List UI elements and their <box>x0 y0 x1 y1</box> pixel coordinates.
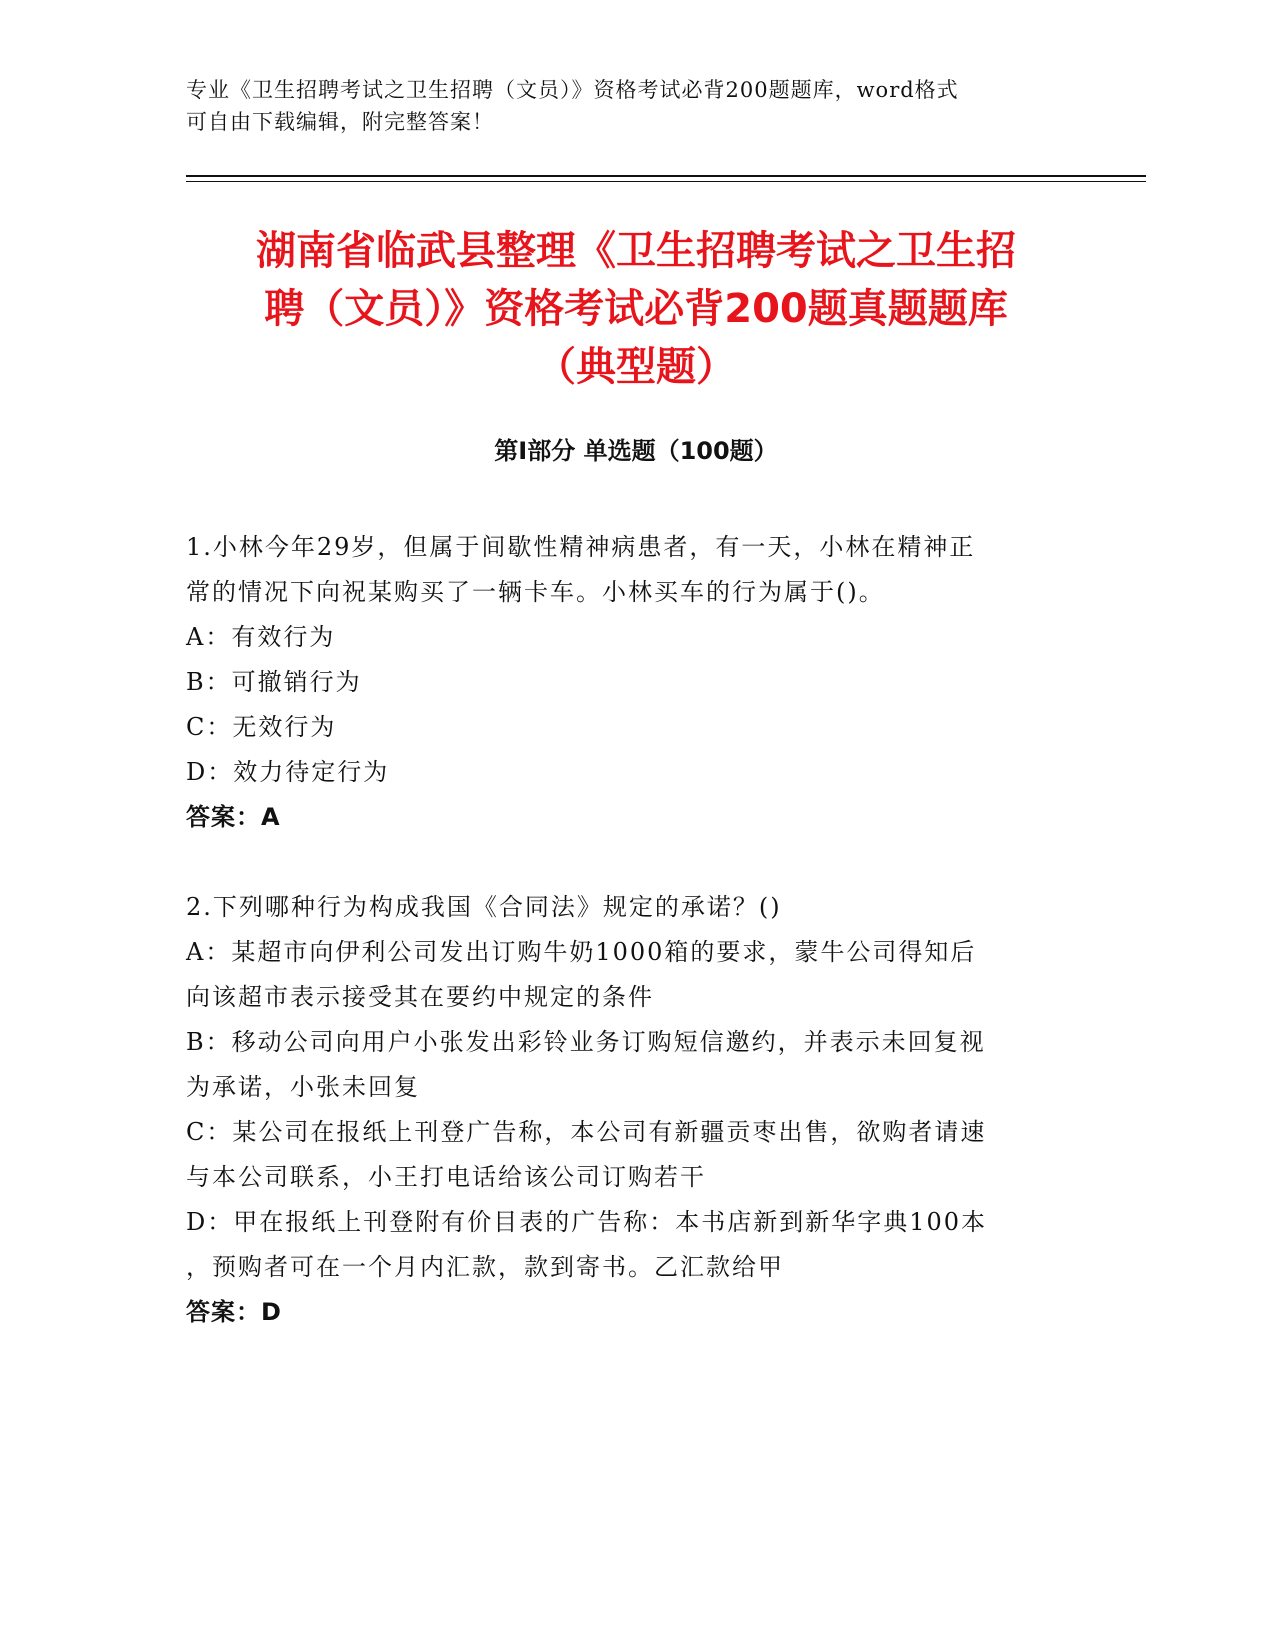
header-note-line: 专业《卫生招聘考试之卫生招聘（文员）》资格考试必背200题题库，word格式 <box>186 78 959 102</box>
option-b: 为承诺，小张未回复 <box>186 1073 420 1101</box>
question-stem: 常的情况下向祝某购买了一辆卡车。小林买车的行为属于()。 <box>186 578 885 606</box>
option-c: C：无效行为 <box>186 713 337 741</box>
header-note-line: 可自由下载编辑，附完整答案！ <box>186 110 494 134</box>
question-stem: 2.下列哪种行为构成我国《合同法》规定的承诺？() <box>186 893 782 921</box>
header-divider-thick <box>186 175 1146 177</box>
title-line: （典型题） <box>536 344 736 390</box>
option-d: D：甲在报纸上刊登附有价目表的广告称：本书店新到新华字典100本 <box>186 1208 988 1236</box>
document-title <box>186 222 1086 396</box>
option-a: A：有效行为 <box>186 623 336 651</box>
option-b: B：可撤销行为 <box>186 668 362 696</box>
option-c: C：某公司在报纸上刊登广告称，本公司有新疆贡枣出售，欲购者请速 <box>186 1118 987 1146</box>
option-c: 与本公司联系，小王打电话给该公司订购若干 <box>186 1163 706 1191</box>
option-b: B：移动公司向用户小张发出彩铃业务订购短信邀约，并表示未回复视 <box>186 1028 986 1056</box>
section-title: 第Ⅰ部分 单选题（100题） <box>494 437 778 465</box>
question-stem: 1.小林今年29岁，但属于间歇性精神病患者，有一天，小林在精神正 <box>186 533 976 561</box>
header-divider-thin <box>186 181 1146 182</box>
question-2 <box>186 885 1066 1335</box>
header-note <box>186 74 1066 138</box>
title-line: 湖南省临武县整理《卫生招聘考试之卫生招 <box>256 228 1016 274</box>
answer-label: 答案：D <box>186 1298 282 1326</box>
option-d: D：效力待定行为 <box>186 758 390 786</box>
question-1 <box>186 525 1066 840</box>
answer-label: 答案：A <box>186 803 281 831</box>
option-a: 向该超市表示接受其在要约中规定的条件 <box>186 983 654 1011</box>
title-line: 聘（文员）》资格考试必背200题真题题库 <box>264 286 1008 332</box>
option-d: ，预购者可在一个月内汇款，款到寄书。乙汇款给甲 <box>186 1253 784 1281</box>
question-list <box>186 525 1066 1335</box>
option-a: A：某超市向伊利公司发出订购牛奶1000箱的要求，蒙牛公司得知后 <box>186 938 977 966</box>
